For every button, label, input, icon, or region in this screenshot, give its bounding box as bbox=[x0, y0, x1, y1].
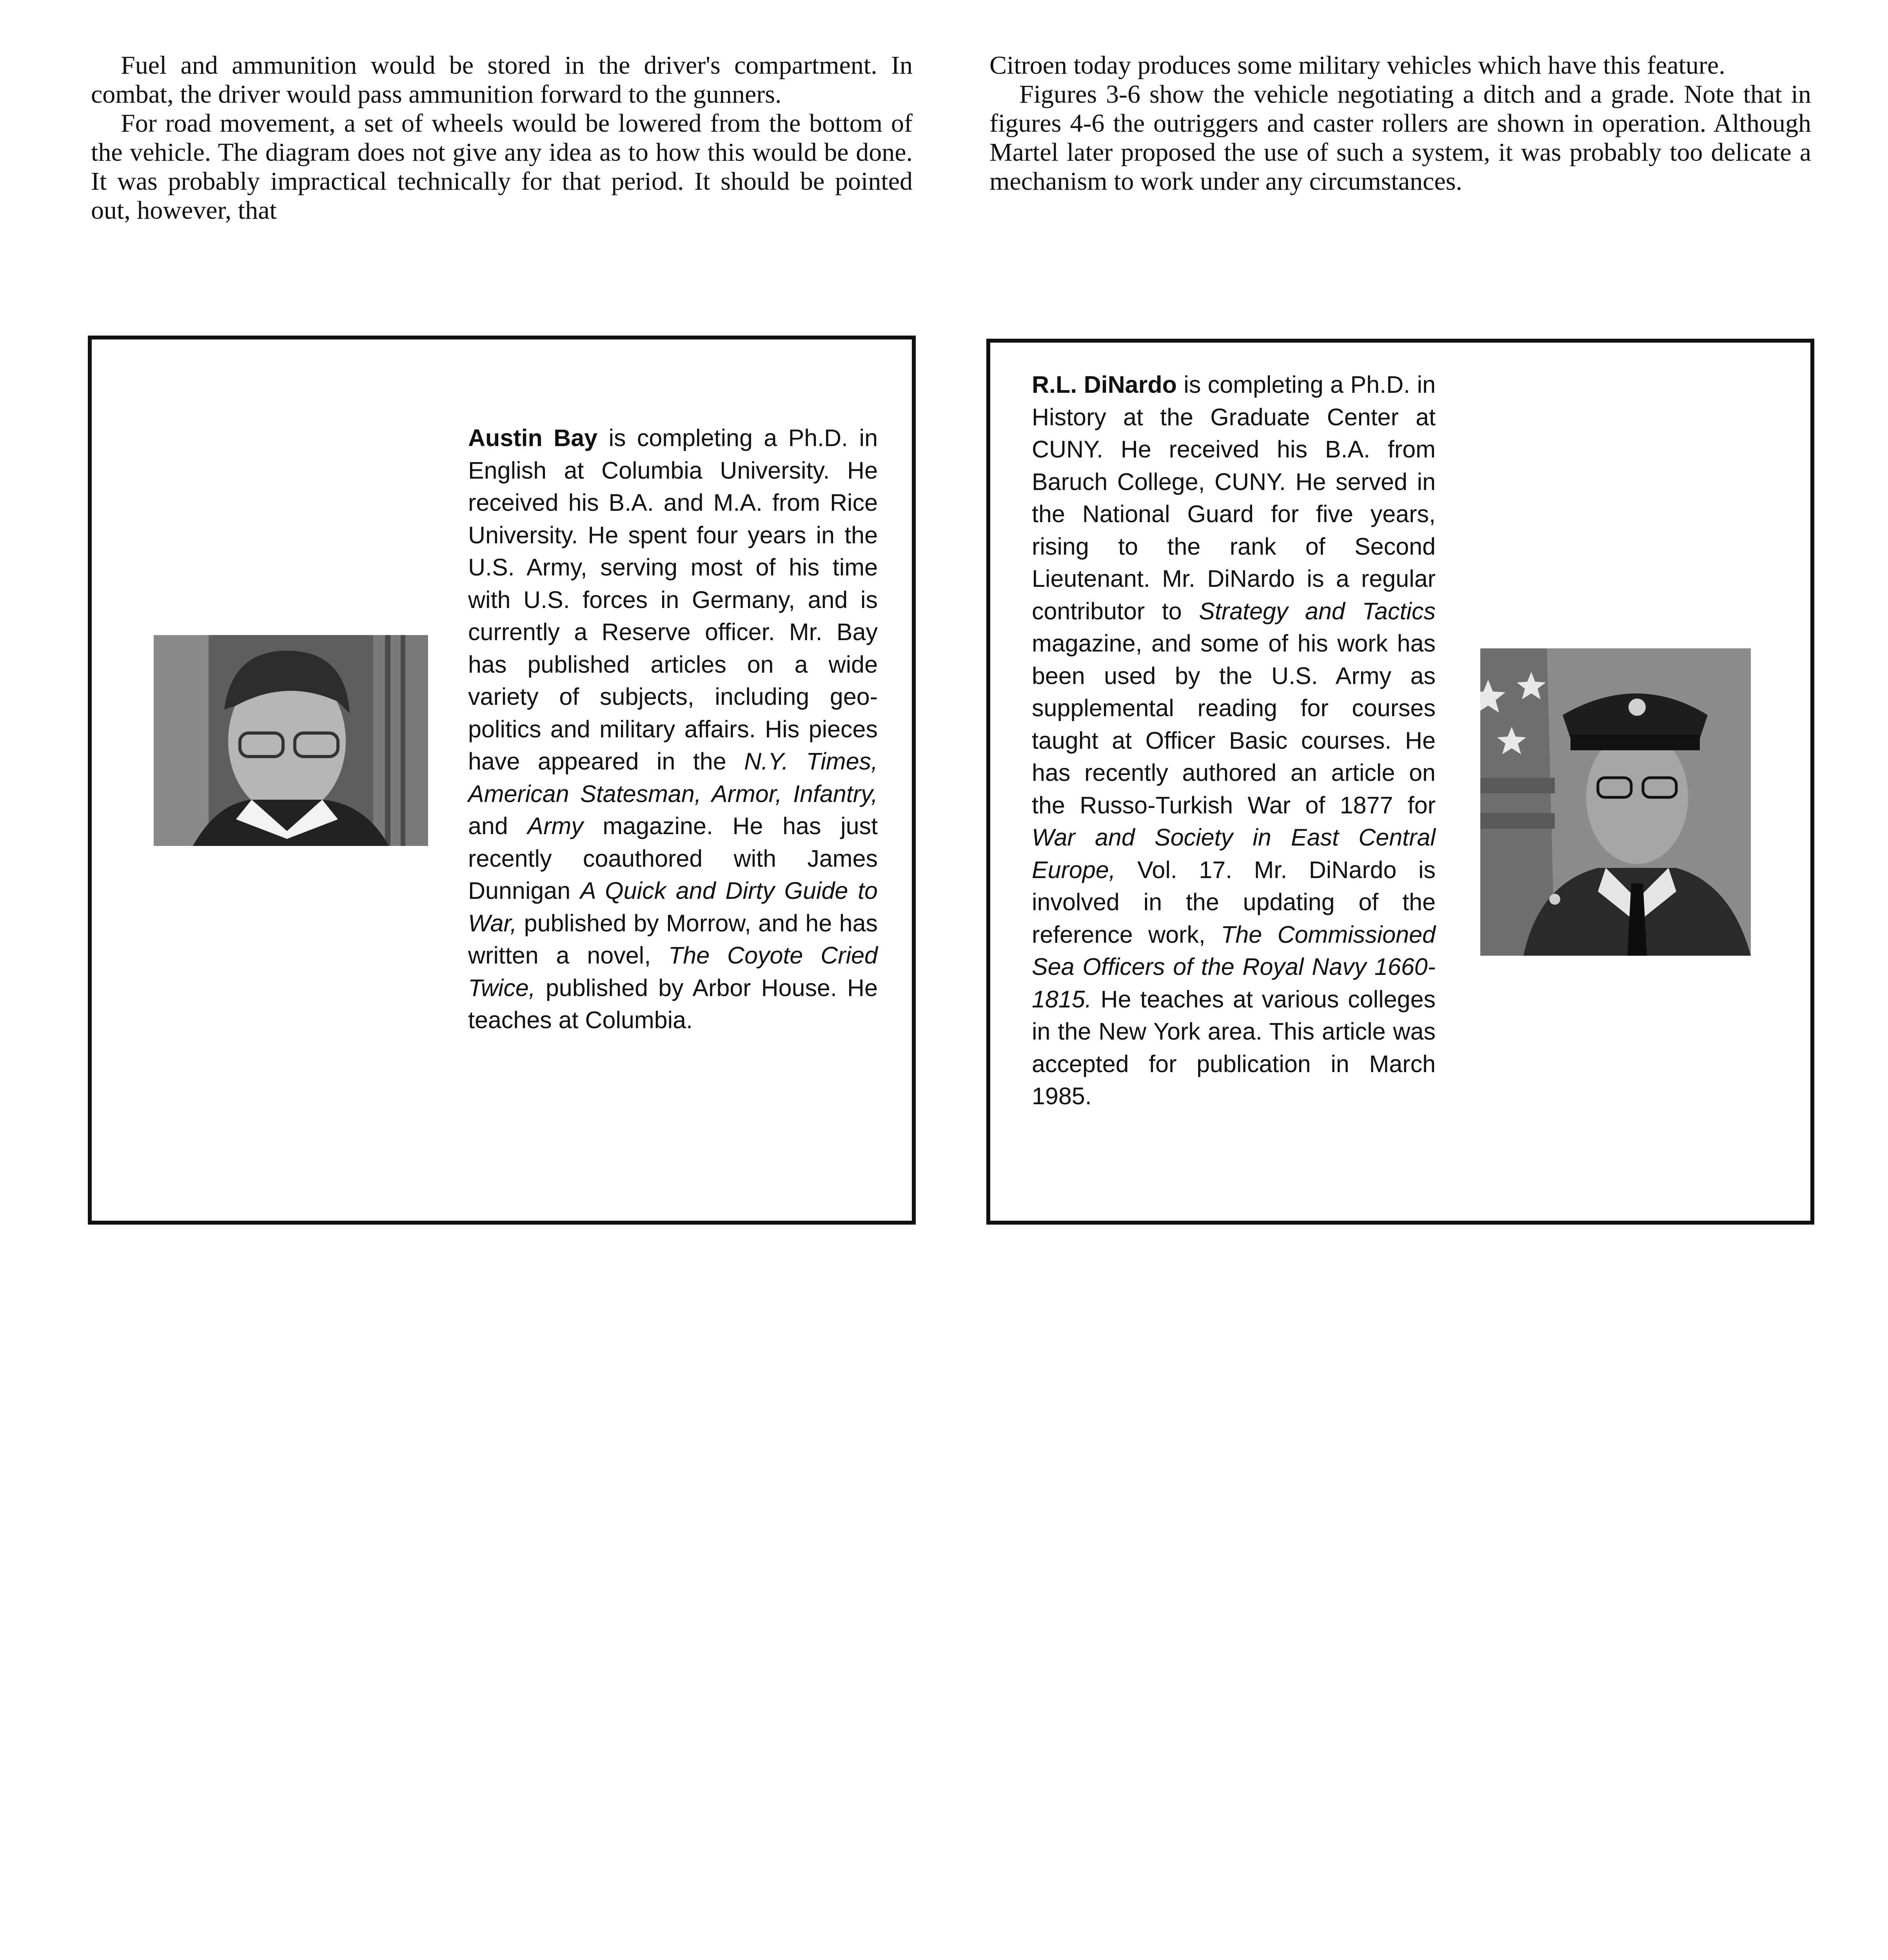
bio-text: published by Morrow, and he has written a novel, bbox=[468, 909, 878, 969]
author-bio-box-dinardo bbox=[986, 339, 1814, 1225]
article-paragraph: Figures 3-6 show the vehicle negotiating a ditch and a grade. Note that in figures 4-6 the outriggers and caster rollers are shown in operation. Although Martel later proposed the use of such a system, it was probably too delicate a mechanism to work under any circumstances. bbox=[989, 80, 1811, 196]
author-bio-bay bbox=[468, 422, 878, 1036]
article-paragraph: Citroen today produces some military vehicles which have this feature. bbox=[989, 51, 1725, 80]
bio-text: published by Arbor House. He teaches at Columbia. bbox=[468, 974, 878, 1033]
bio-paragraph bbox=[468, 422, 878, 1036]
author-photo-bay bbox=[154, 635, 428, 846]
journal-title: War and Society in East Central Europe, bbox=[1032, 824, 1436, 883]
bio-text: is completing a Ph.D. in English at Columbia University. He received his B.A. and M.A. from Rice University. He spent four years in the U.S. Army, serving most of his time with U.S. forces in Germany, and is currently a Reserve officer. Mr. Bay has published articles on a wide variety of subjects, including geo-politics and military affairs. His pieces have appeared in the bbox=[468, 425, 878, 775]
reference-work-title: The Commissioned Sea Officers of the Royal Navy 1660-1815. bbox=[1032, 921, 1436, 1013]
bio-text: magazine, and some of his work has been used by the U.S. Army as supplemental reading for courses taught at Officer Basic courses. He has recently authored an article on the Russo-Turkish War of 1877 for bbox=[1032, 630, 1436, 818]
publication-name: Army bbox=[527, 813, 583, 839]
author-bio-dinardo bbox=[1032, 368, 1436, 1112]
bio-paragraph bbox=[1032, 368, 1436, 1112]
author-name: R.L. DiNardo bbox=[1032, 371, 1177, 398]
author-bio-box-bay bbox=[88, 336, 916, 1225]
author-photo-dinardo bbox=[1480, 648, 1751, 956]
publication-names: N.Y. Times, American Statesman, Armor, Infantry, bbox=[468, 748, 878, 807]
article-paragraph: Fuel and ammunition would be stored in the driver's compartment. In combat, the driver would pass ammunition forward to the gunners. bbox=[91, 51, 913, 109]
magazine-title: Strategy and Tactics bbox=[1199, 597, 1436, 624]
bio-text: and bbox=[468, 813, 528, 839]
article-right-column bbox=[989, 51, 1811, 196]
bio-text: He teaches at various colleges in the New York area. This article was accepted for publication in March 1985. bbox=[1032, 985, 1436, 1109]
bio-text: Vol. 17. Mr. DiNardo is involved in the updating of the reference work, bbox=[1032, 856, 1436, 948]
book-title: A Quick and Dirty Guide to War, bbox=[468, 877, 878, 936]
article-left-column bbox=[91, 51, 913, 225]
bio-text: is completing a Ph.D. in History at the Graduate Center at CUNY. He received his B.A. from Baruch College, CUNY. He served in the National Guard for five years, rising to the rank of Second Lieutenant. Mr. DiNardo is a regular contributor to bbox=[1032, 371, 1436, 624]
author-name: Austin Bay bbox=[468, 425, 598, 451]
article-paragraph: For road movement, a set of wheels would be lowered from the bottom of the vehicle. The diagram does not give any idea as to how this would be done. It was probably impractical technically for that period. It should be pointed out, however, that bbox=[91, 109, 913, 225]
novel-title: The Coyote Cried Twice, bbox=[468, 942, 878, 1001]
bio-text: magazine. He has just recently coauthored with James Dunnigan bbox=[468, 813, 878, 904]
